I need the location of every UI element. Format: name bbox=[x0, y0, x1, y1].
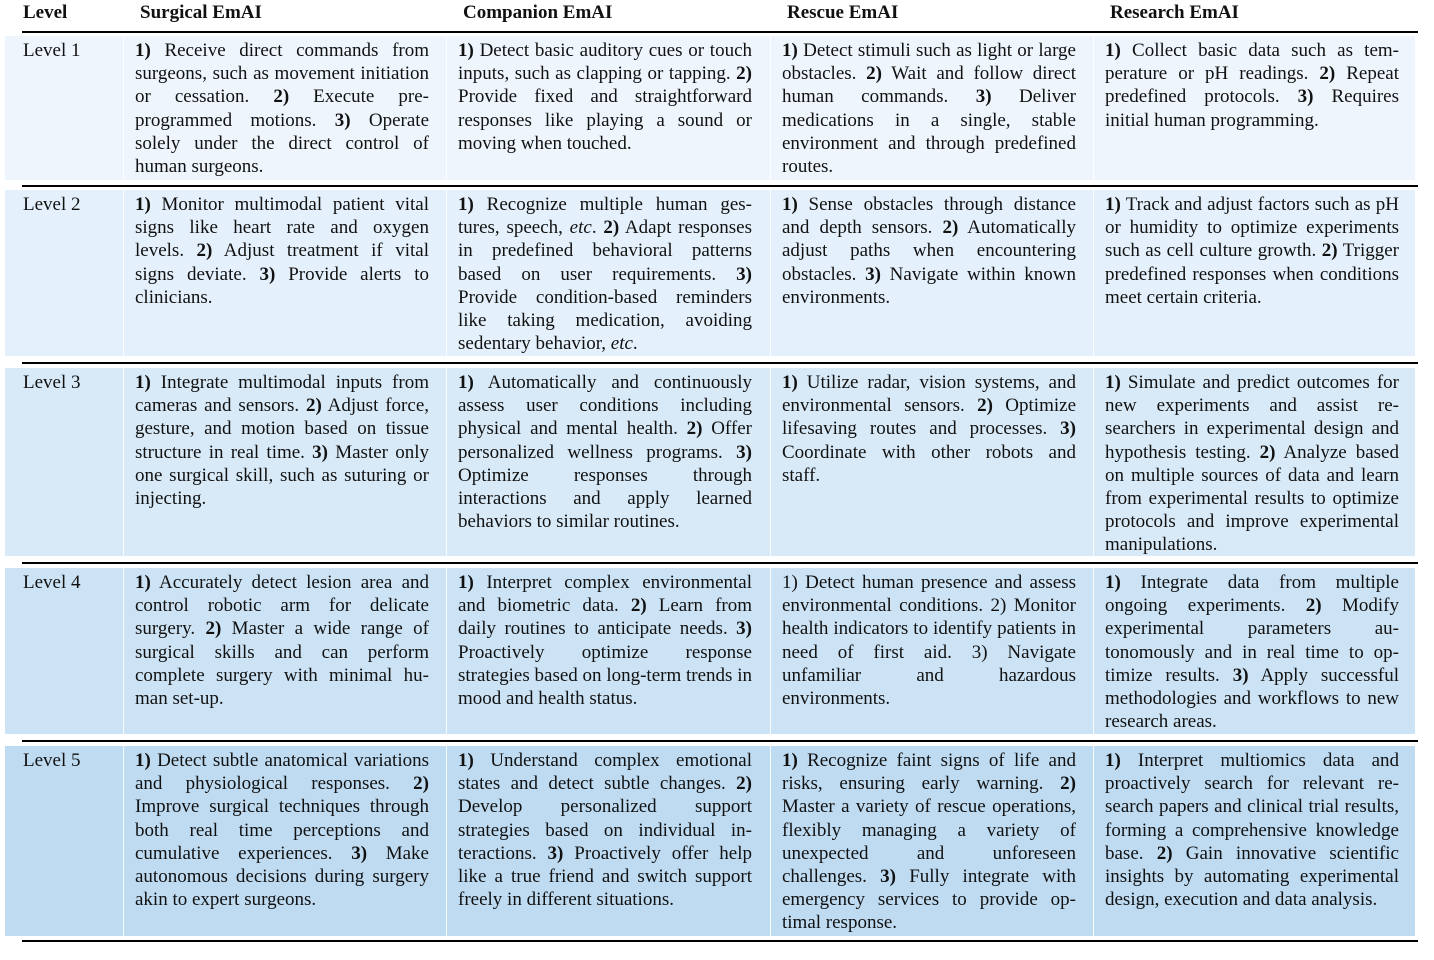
cell-text: Fully integrate with emergency services to provide optimal response. bbox=[782, 866, 1076, 934]
cell-companion bbox=[458, 571, 752, 710]
cell-text: Trigger predefined responses when conditions meet certain criteria. bbox=[1105, 240, 1400, 308]
cell-research bbox=[1105, 571, 1399, 733]
cell-text: Simulate and predict outcomes for new experiments and assist researchers in experimental design and hypothesis testing. bbox=[1105, 372, 1399, 463]
cell-text: Proactively offer help like a true friend and switch support freely in different situations. bbox=[458, 842, 752, 911]
item-number: 2) bbox=[603, 217, 620, 239]
cell-text: Sense obstacles through distance and depth sensors. bbox=[782, 194, 1076, 239]
cell-text: Recognize multiple human gestures, speech, bbox=[458, 194, 752, 239]
cell-text: Adjust treatment if vital signs deviate. bbox=[135, 240, 429, 285]
cell-rescue bbox=[782, 39, 1076, 178]
item-number: 2) bbox=[1305, 595, 1322, 617]
item-number: 1) bbox=[135, 194, 151, 215]
item-number: 2) bbox=[942, 217, 959, 239]
item-number: 1) bbox=[458, 372, 474, 393]
item-number: 3) bbox=[736, 618, 752, 640]
cell-rescue bbox=[782, 571, 1076, 710]
cell-text: Adjust force, gesture, and motion based on tissue structure in real time. bbox=[135, 395, 430, 463]
cell-text: Repeat predefined protocols. bbox=[1105, 63, 1399, 108]
item-number: 2) bbox=[866, 63, 882, 85]
cell-research bbox=[1105, 749, 1399, 911]
item-number: 1) bbox=[458, 40, 474, 61]
item-number: 1) bbox=[1105, 40, 1121, 61]
item-number: 2) bbox=[977, 395, 993, 417]
cell-text: Recognize faint signs of life and risks, ensuring early warning. bbox=[782, 750, 1076, 795]
cell-text: Detect subtle anatomical variations and physiological responses. bbox=[135, 750, 429, 795]
item-number: 2) bbox=[736, 773, 752, 795]
cell-text: Master a wide range of surgical skills and can perform complete surgery with minimal human set-up. bbox=[135, 618, 429, 710]
item-number: 1) bbox=[135, 750, 151, 771]
column-header-research: Research EmAI bbox=[1110, 2, 1239, 23]
row-level-label: Level 2 bbox=[23, 194, 81, 215]
cell-text: Provide alerts to clinicians. bbox=[135, 263, 429, 308]
row-level-label: Level 4 bbox=[23, 572, 81, 593]
cell-text: Offer personalized wellness programs. bbox=[458, 418, 752, 463]
cell-text: Integrate multimodal inputs from cameras and sensors. bbox=[135, 372, 429, 417]
cell-text: Automatically and continuously assess user conditions including physical and mental health. bbox=[458, 372, 752, 440]
cell-text: Integrate data from multiple ongoing experiments. bbox=[1105, 572, 1399, 617]
cell-companion bbox=[458, 39, 752, 155]
item-number: 2) bbox=[686, 418, 703, 440]
item-number: 2) bbox=[1321, 240, 1338, 262]
item-number: 2) bbox=[630, 595, 647, 617]
item-number: 1) bbox=[1105, 194, 1121, 215]
cell-text: Improve surgical techniques through both real time perceptions and cumulative experiences. bbox=[135, 796, 429, 864]
item-number: 2) bbox=[736, 63, 752, 85]
item-number: 1) bbox=[782, 750, 798, 771]
item-number: 3) bbox=[736, 263, 752, 285]
cell-rescue bbox=[782, 749, 1076, 935]
item-number: 3) bbox=[259, 263, 276, 285]
item-number: 3) bbox=[351, 842, 368, 864]
item-number: 2) bbox=[1156, 842, 1173, 864]
cell-text: Apply successful methodologies and workflows to new research areas. bbox=[1105, 664, 1399, 733]
cell-surgical bbox=[135, 39, 429, 178]
cell-text: Detect stimuli such as light or large obstacles. bbox=[782, 40, 1076, 85]
cell-text: Interpret complex environmental and biometric data. bbox=[458, 572, 752, 617]
cell-text: Coordinate with other robots and staff. bbox=[782, 441, 1076, 486]
cell-text: Gain innovative scientific insights by automating experimental design, execution and data analysis. bbox=[1105, 842, 1399, 911]
item-number: 2) bbox=[1319, 63, 1336, 85]
cell-text: . bbox=[591, 217, 604, 239]
item-number: 1) bbox=[458, 750, 474, 771]
item-number: 2) bbox=[273, 86, 290, 108]
cell-text: Collect basic data such as temperature or pH readings. bbox=[1105, 40, 1399, 85]
row-level-label: Level 1 bbox=[23, 40, 81, 61]
cell-text: Proactively optimize response strategies based on long-term trends in mood and health status. bbox=[458, 641, 752, 710]
row-level-label: Level 3 bbox=[23, 372, 81, 393]
cell-rescue bbox=[782, 371, 1076, 487]
cell-text: Receive direct commands from surgeons, such as movement initiation or cessation. bbox=[135, 40, 429, 108]
cell-companion bbox=[458, 193, 752, 355]
column-header-companion: Companion EmAI bbox=[463, 2, 613, 23]
item-number: 3) bbox=[880, 866, 896, 888]
column-header-surgical: Surgical EmAI bbox=[140, 2, 262, 23]
cell-text: Wait and follow direct human commands. bbox=[782, 63, 1076, 108]
cell-text: Detect basic auditory cues or touch inputs, such as clapping or tapping. bbox=[458, 40, 752, 85]
cell-text: . bbox=[632, 333, 638, 355]
cell-text: Optimize lifesaving routes and processes. bbox=[782, 395, 1076, 440]
cell-text: Understand complex emotional states and detect subtle changes. bbox=[458, 750, 752, 795]
cell-text: Utilize radar, vision systems, and environmental sensors. bbox=[782, 372, 1076, 417]
bottom-rule bbox=[22, 940, 1418, 942]
cell-text: Analyze based on multiple sources of data and learn from experimental results to optimize protocols and improve experimental manipulations. bbox=[1105, 441, 1399, 556]
cell-surgical bbox=[135, 193, 429, 309]
item-number: 2) bbox=[413, 773, 429, 795]
row-rule bbox=[22, 740, 1418, 742]
item-number: 3) bbox=[865, 263, 881, 285]
item-number: 1) bbox=[458, 572, 474, 593]
item-number: 1) bbox=[782, 372, 798, 393]
item-number: 3) bbox=[312, 441, 328, 463]
cell-text: Develop personalized support strategies based on individual interactions. bbox=[458, 796, 752, 864]
cell-companion bbox=[458, 749, 752, 911]
cell-text: Deliver medications in a single, stable environment and through predefined routes. bbox=[782, 86, 1076, 178]
cell-research bbox=[1105, 39, 1399, 132]
item-number: 1) bbox=[135, 572, 151, 593]
cell-text: Adapt responses in predefined behavioral patterns based on user requirements. bbox=[458, 217, 752, 285]
item-number: 2) bbox=[205, 618, 222, 640]
item-number: 2) bbox=[196, 240, 213, 262]
row-rule bbox=[22, 362, 1418, 364]
item-number: 3) bbox=[1060, 418, 1076, 440]
cell-rescue bbox=[782, 193, 1076, 309]
item-number: 1) bbox=[1105, 372, 1121, 393]
item-number: 1) bbox=[135, 372, 151, 393]
row-rule bbox=[22, 185, 1418, 187]
cell-text: Modify experimental parameters autonomously and in real time to optimize results. bbox=[1105, 595, 1400, 686]
item-number: 2) bbox=[1259, 441, 1276, 463]
cell-text: Learn from daily routines to anticipate needs. bbox=[458, 595, 753, 640]
cell-text: Optimize responses through interactions and apply learned behaviors to similar routines. bbox=[458, 464, 752, 533]
item-number: 1) bbox=[1105, 750, 1121, 771]
cell-surgical bbox=[135, 749, 429, 911]
cell-text: Monitor multimodal patient vital signs like heart rate and oxygen levels. bbox=[135, 194, 429, 262]
item-number: 3) bbox=[975, 86, 992, 108]
cell-text: Master only one surgical skill, such as suturing or injecting. bbox=[135, 441, 429, 510]
item-number: 2) bbox=[306, 395, 322, 417]
cell-text: Provide fixed and straightforward responses like playing a sound or moving when touched. bbox=[458, 86, 752, 154]
item-number: 3) bbox=[736, 441, 752, 463]
cell-research bbox=[1105, 371, 1399, 557]
item-number: 3) bbox=[1232, 664, 1249, 686]
column-header-level: Level bbox=[23, 2, 68, 23]
cell-text: Execute preprogrammed motions. bbox=[135, 86, 429, 131]
row-rule bbox=[22, 562, 1418, 564]
cell-text: etc bbox=[569, 217, 592, 239]
cell-text: Master a variety of rescue operations, flexibly managing a variety of unexpected and unforeseen challenges. bbox=[782, 796, 1076, 888]
cell-text: etc bbox=[610, 333, 633, 355]
cell-companion bbox=[458, 371, 752, 533]
cell-surgical bbox=[135, 571, 429, 710]
cell-text: Make autonomous decisions during surgery akin to expert surgeons. bbox=[135, 842, 429, 911]
item-number: 3) bbox=[1297, 86, 1314, 108]
cell-text: Track and adjust factors such as pH or humidity to optimize experiments such as cell culture growth. bbox=[1105, 194, 1399, 262]
header-rule bbox=[22, 31, 1418, 33]
cell-surgical bbox=[135, 371, 429, 510]
item-number: 1) bbox=[782, 194, 798, 215]
cell-text: Provide condition-based reminders like taking medication, avoiding sedentary behavior, bbox=[458, 286, 752, 355]
item-number: 3) bbox=[334, 109, 351, 131]
cell-text: Accurately detect lesion area and control robotic arm for delicate surgery. bbox=[135, 572, 429, 640]
row-level-label: Level 5 bbox=[23, 750, 81, 771]
item-number: 1) bbox=[135, 40, 151, 61]
cell-text: 1) Detect human presence and assess environmental conditions. 2) Monitor health indicators to identify patients in need of first aid. 3) Navigate unfamiliar and hazardous environments. bbox=[782, 572, 1076, 710]
cell-text: Interpret multiomics data and proactively search for relevant research papers and clinical trial results, forming a comprehensive knowledge base. bbox=[1105, 750, 1399, 864]
cell-text: Operate solely under the direct control of human surgeons. bbox=[135, 109, 429, 178]
item-number: 1) bbox=[458, 194, 474, 215]
item-number: 1) bbox=[1105, 572, 1121, 593]
cell-text: Automatically adjust paths when encountering obstacles. bbox=[782, 217, 1076, 285]
column-header-rescue: Rescue EmAI bbox=[787, 2, 899, 23]
item-number: 1) bbox=[782, 40, 798, 61]
item-number: 2) bbox=[1060, 773, 1076, 795]
cell-text: Requires initial human programming. bbox=[1105, 86, 1399, 131]
cell-text: Navigate within known environments. bbox=[782, 263, 1076, 308]
item-number: 3) bbox=[547, 842, 564, 864]
cell-research bbox=[1105, 193, 1399, 309]
